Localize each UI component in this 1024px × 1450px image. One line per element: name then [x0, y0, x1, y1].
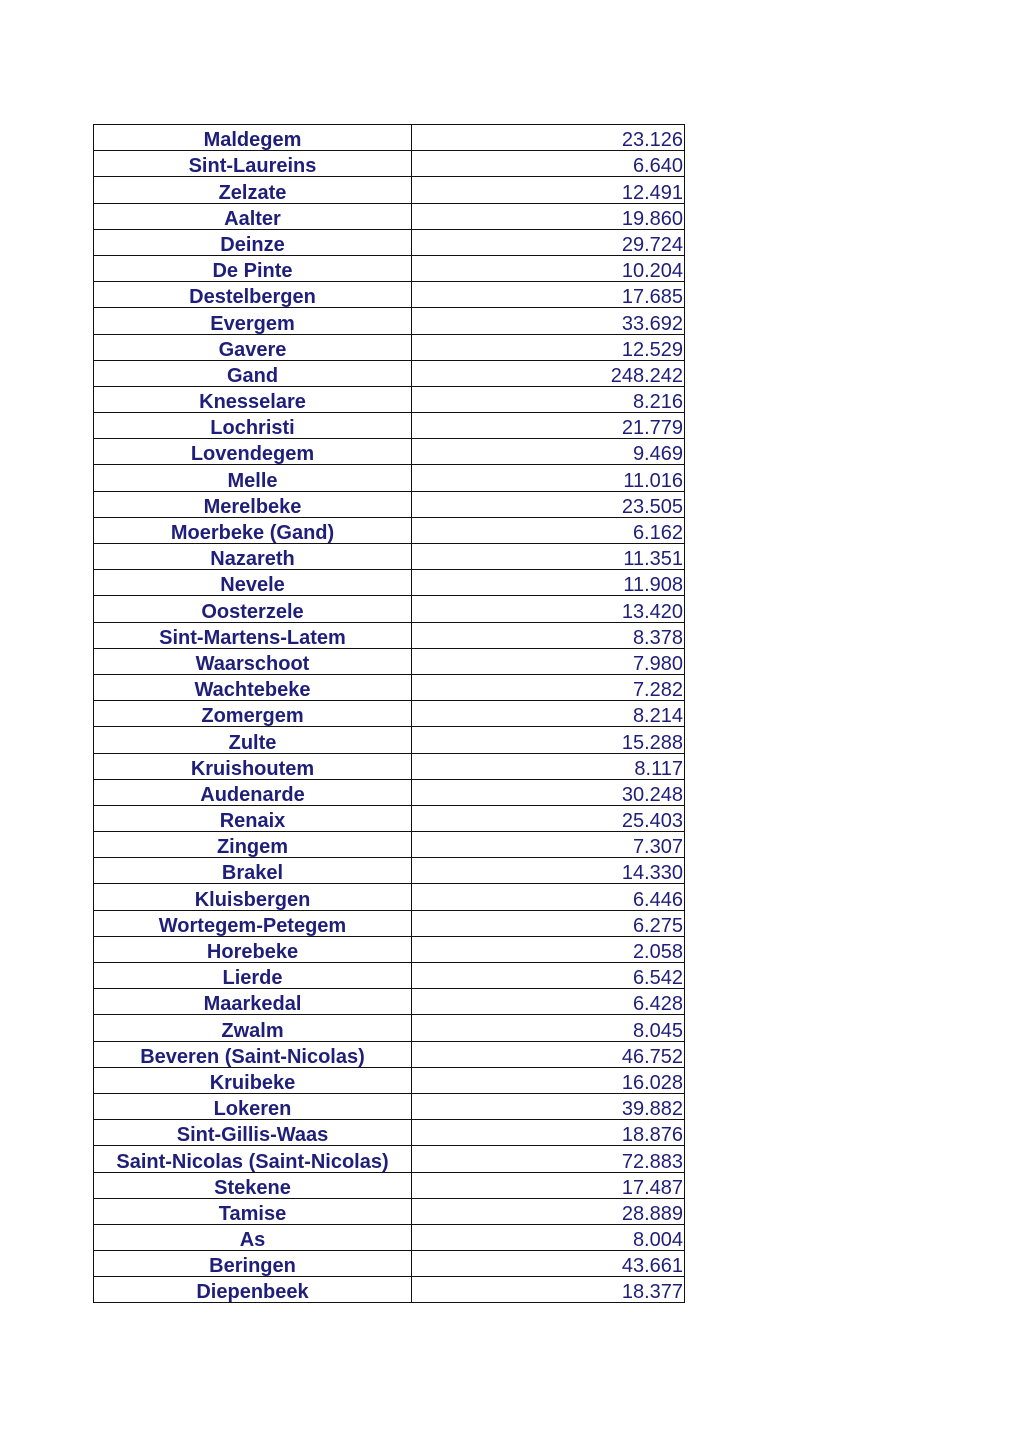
municipality-name-cell: Oosterzele: [94, 596, 412, 622]
municipality-name-cell: Deinze: [94, 229, 412, 255]
table-row: [94, 1198, 685, 1224]
population-value-cell: 6.640: [412, 151, 685, 177]
population-value-cell: 7.282: [412, 674, 685, 700]
population-value-cell: 30.248: [412, 779, 685, 805]
table-row: [94, 177, 685, 203]
table-row: [94, 517, 685, 543]
table-row: [94, 544, 685, 570]
table-row: [94, 963, 685, 989]
population-value-cell: 14.330: [412, 858, 685, 884]
municipality-name-cell: Zomergem: [94, 701, 412, 727]
population-value-cell: 7.980: [412, 648, 685, 674]
municipality-name-cell: Gand: [94, 360, 412, 386]
table-row: [94, 465, 685, 491]
population-value-cell: 6.275: [412, 910, 685, 936]
population-value-cell: 16.028: [412, 1067, 685, 1093]
population-value-cell: 43.661: [412, 1251, 685, 1277]
municipality-name-cell: Diepenbeek: [94, 1277, 412, 1303]
table-row: [94, 229, 685, 255]
population-value-cell: 12.529: [412, 334, 685, 360]
table-row: [94, 701, 685, 727]
population-value-cell: 8.214: [412, 701, 685, 727]
municipality-name-cell: Maldegem: [94, 125, 412, 151]
population-value-cell: 18.377: [412, 1277, 685, 1303]
population-value-cell: 10.204: [412, 255, 685, 281]
municipality-name-cell: Evergem: [94, 308, 412, 334]
table-row: [94, 360, 685, 386]
population-value-cell: 8.045: [412, 1015, 685, 1041]
table-row: [94, 1172, 685, 1198]
municipality-name-cell: Kruibeke: [94, 1067, 412, 1093]
population-value-cell: 2.058: [412, 936, 685, 962]
population-value-cell: 13.420: [412, 596, 685, 622]
population-value-cell: 9.469: [412, 439, 685, 465]
table-row: [94, 648, 685, 674]
population-value-cell: 46.752: [412, 1041, 685, 1067]
population-value-cell: 23.126: [412, 125, 685, 151]
table-row: [94, 989, 685, 1015]
table-row: [94, 570, 685, 596]
table-row: [94, 858, 685, 884]
population-value-cell: 21.779: [412, 413, 685, 439]
table-row: [94, 386, 685, 412]
municipality-name-cell: Sint-Martens-Latem: [94, 622, 412, 648]
table-row: [94, 936, 685, 962]
municipality-name-cell: Moerbeke (Gand): [94, 517, 412, 543]
table-row: [94, 910, 685, 936]
population-value-cell: 6.428: [412, 989, 685, 1015]
population-value-cell: 8.117: [412, 753, 685, 779]
population-value-cell: 29.724: [412, 229, 685, 255]
table-row: [94, 308, 685, 334]
municipality-name-cell: De Pinte: [94, 255, 412, 281]
table-row: [94, 1224, 685, 1250]
municipality-name-cell: Brakel: [94, 858, 412, 884]
municipality-name-cell: Beveren (Saint-Nicolas): [94, 1041, 412, 1067]
table-row: [94, 1015, 685, 1041]
table-row: [94, 674, 685, 700]
municipality-name-cell: Melle: [94, 465, 412, 491]
municipality-name-cell: Lovendegem: [94, 439, 412, 465]
table-row: [94, 832, 685, 858]
municipality-name-cell: Tamise: [94, 1198, 412, 1224]
population-value-cell: 8.004: [412, 1224, 685, 1250]
table-row: [94, 282, 685, 308]
population-value-cell: 19.860: [412, 203, 685, 229]
municipality-name-cell: Sint-Laureins: [94, 151, 412, 177]
municipality-name-cell: Knesselare: [94, 386, 412, 412]
population-value-cell: 33.692: [412, 308, 685, 334]
municipality-name-cell: Saint-Nicolas (Saint-Nicolas): [94, 1146, 412, 1172]
population-value-cell: 248.242: [412, 360, 685, 386]
municipality-name-cell: Sint-Gillis-Waas: [94, 1120, 412, 1146]
table-row: [94, 334, 685, 360]
municipality-name-cell: Renaix: [94, 805, 412, 831]
municipality-name-cell: Kruishoutem: [94, 753, 412, 779]
municipality-name-cell: Wachtebeke: [94, 674, 412, 700]
municipality-name-cell: Lochristi: [94, 413, 412, 439]
table-row: [94, 727, 685, 753]
municipality-name-cell: Nazareth: [94, 544, 412, 570]
population-value-cell: 23.505: [412, 491, 685, 517]
table-row: [94, 622, 685, 648]
population-value-cell: 11.908: [412, 570, 685, 596]
population-value-cell: 18.876: [412, 1120, 685, 1146]
table-row: [94, 491, 685, 517]
population-value-cell: 72.883: [412, 1146, 685, 1172]
population-value-cell: 6.162: [412, 517, 685, 543]
table-row: [94, 1093, 685, 1119]
table-row: [94, 1277, 685, 1303]
population-value-cell: 17.487: [412, 1172, 685, 1198]
population-value-cell: 25.403: [412, 805, 685, 831]
municipality-name-cell: Aalter: [94, 203, 412, 229]
municipality-name-cell: Nevele: [94, 570, 412, 596]
table-row: [94, 1251, 685, 1277]
municipality-name-cell: Lierde: [94, 963, 412, 989]
population-value-cell: 8.378: [412, 622, 685, 648]
table-row: [94, 805, 685, 831]
municipality-name-cell: Waarschoot: [94, 648, 412, 674]
municipality-name-cell: Merelbeke: [94, 491, 412, 517]
table-row: [94, 884, 685, 910]
municipality-name-cell: Stekene: [94, 1172, 412, 1198]
table-row: [94, 596, 685, 622]
population-value-cell: 11.351: [412, 544, 685, 570]
municipality-name-cell: As: [94, 1224, 412, 1250]
municipality-name-cell: Zelzate: [94, 177, 412, 203]
population-value-cell: 8.216: [412, 386, 685, 412]
population-value-cell: 11.016: [412, 465, 685, 491]
table-row: [94, 125, 685, 151]
municipality-name-cell: Maarkedal: [94, 989, 412, 1015]
table-row: [94, 255, 685, 281]
table-row: [94, 413, 685, 439]
municipality-name-cell: Audenarde: [94, 779, 412, 805]
table-row: [94, 1120, 685, 1146]
municipality-name-cell: Gavere: [94, 334, 412, 360]
municipality-name-cell: Zingem: [94, 832, 412, 858]
municipality-name-cell: Wortegem-Petegem: [94, 910, 412, 936]
municipality-name-cell: Zulte: [94, 727, 412, 753]
population-value-cell: 15.288: [412, 727, 685, 753]
table-row: [94, 1041, 685, 1067]
table-row: [94, 753, 685, 779]
table-row: [94, 779, 685, 805]
table-body: [94, 125, 685, 1303]
population-value-cell: 12.491: [412, 177, 685, 203]
municipality-name-cell: Horebeke: [94, 936, 412, 962]
population-value-cell: 6.446: [412, 884, 685, 910]
table-row: [94, 1067, 685, 1093]
municipality-name-cell: Lokeren: [94, 1093, 412, 1119]
population-value-cell: 17.685: [412, 282, 685, 308]
municipality-name-cell: Zwalm: [94, 1015, 412, 1041]
table-row: [94, 151, 685, 177]
population-value-cell: 39.882: [412, 1093, 685, 1119]
population-value-cell: 6.542: [412, 963, 685, 989]
municipality-table: [93, 124, 685, 1303]
population-value-cell: 28.889: [412, 1198, 685, 1224]
municipality-name-cell: Destelbergen: [94, 282, 412, 308]
municipality-name-cell: Kluisbergen: [94, 884, 412, 910]
table-row: [94, 203, 685, 229]
population-value-cell: 7.307: [412, 832, 685, 858]
table-row: [94, 1146, 685, 1172]
table-row: [94, 439, 685, 465]
municipality-name-cell: Beringen: [94, 1251, 412, 1277]
